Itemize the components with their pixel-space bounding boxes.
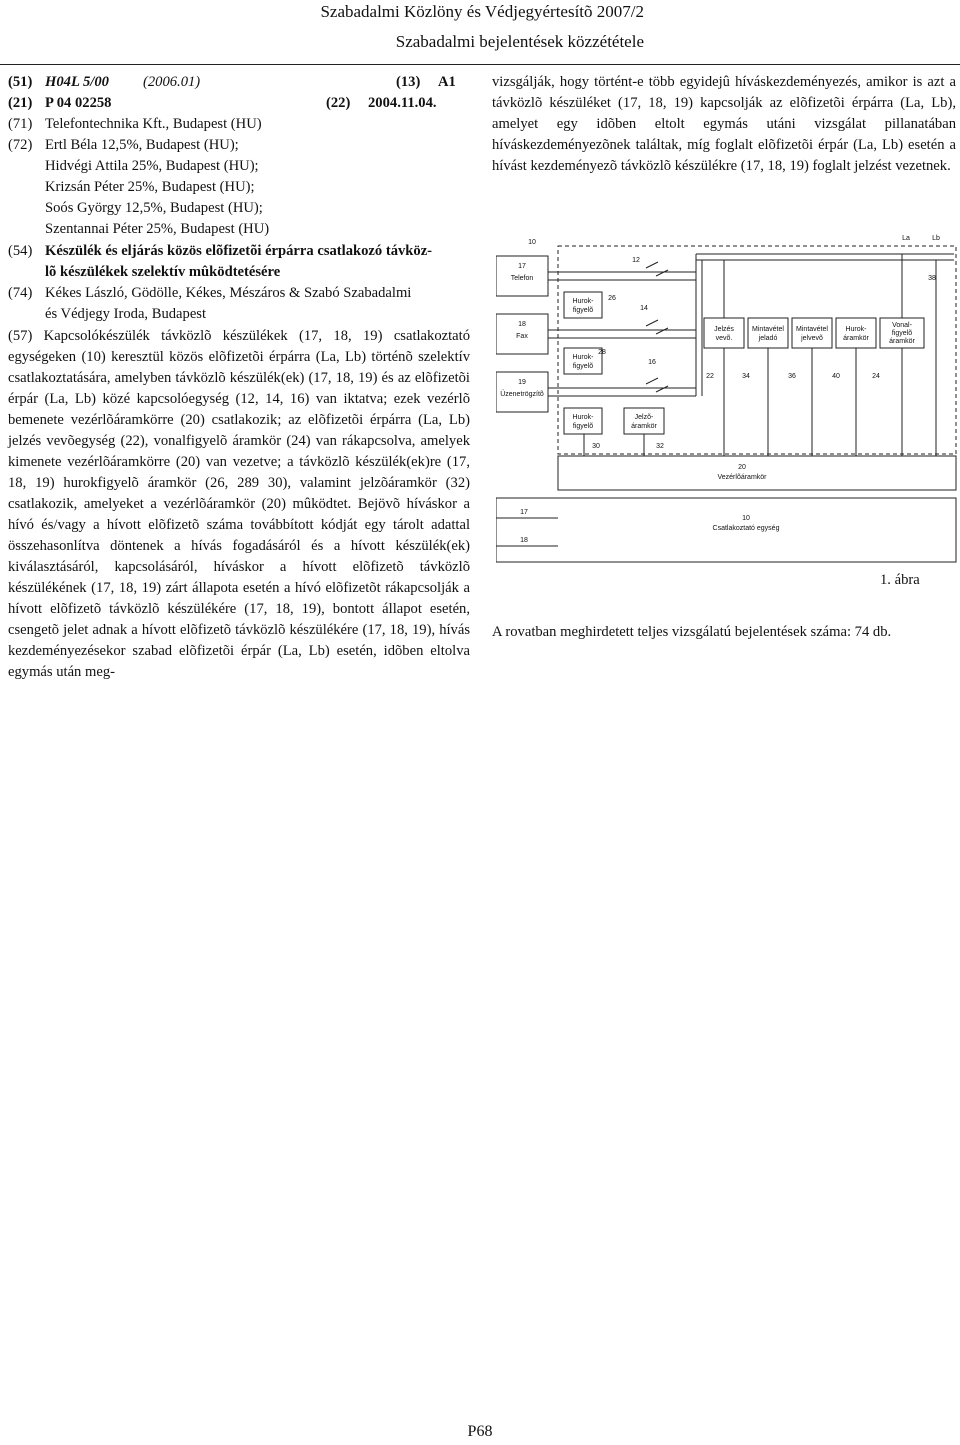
mkiad-label-a: Mintavétel xyxy=(752,326,784,333)
code-21: (21) xyxy=(8,95,33,111)
figure-caption: 1. ábra xyxy=(880,572,920,588)
hurok-label-3a: Hurok- xyxy=(572,414,594,421)
mjel-label-b: jelvevõ xyxy=(801,335,823,342)
code-54: (54) xyxy=(8,243,33,259)
agent-row xyxy=(8,283,470,304)
application-row xyxy=(8,93,470,114)
page-number: P68 xyxy=(467,1423,493,1440)
header-rule xyxy=(0,64,960,65)
vonal-label-b: figyelõ xyxy=(891,330,913,337)
journal-header: Szabadalmi Közlöny és Védjegyértesítõ 2007/2 xyxy=(320,2,644,21)
code-13: (13) xyxy=(396,74,421,90)
inventor-3: Krizsán Péter 25%, Budapest (HU); xyxy=(45,179,255,195)
title-line-1: Készülék és eljárás közös elõfizetõi érpárra csatlakozó távköz- xyxy=(45,243,433,259)
inventor-2: Hidvégi Attila 25%, Budapest (HU); xyxy=(45,158,259,174)
classification-row xyxy=(8,72,470,93)
label-28: 28 xyxy=(598,349,606,356)
label-16: 16 xyxy=(648,359,656,366)
hurokfigyelo-box-2 xyxy=(564,348,602,374)
label-10b: 10 xyxy=(742,515,750,522)
mintavetel-jelado-box xyxy=(748,318,788,348)
hurok-label-2b: figyelõ xyxy=(572,363,594,370)
hurok-label-1a: Hurok- xyxy=(572,298,594,305)
label-19: 19 xyxy=(518,379,526,386)
jelzo-label-b: áramkör xyxy=(631,423,657,430)
label-20: 20 xyxy=(738,464,746,471)
code-22: (22) xyxy=(326,95,351,111)
label-36: 36 xyxy=(788,373,796,380)
hurok-label-1b: figyelõ xyxy=(572,307,594,314)
applicant-row xyxy=(8,114,470,135)
label-17b: 17 xyxy=(520,509,528,516)
ipc-date: (2006.01) xyxy=(143,74,201,90)
label-30: 30 xyxy=(592,443,600,450)
hurok-label-2a: Hurok- xyxy=(572,354,594,361)
label-14: 14 xyxy=(640,305,648,312)
label-18: 18 xyxy=(518,321,526,328)
code-71: (71) xyxy=(8,116,33,132)
label-32: 32 xyxy=(656,443,664,450)
inventor-1: Ertl Béla 12,5%, Budapest (HU); xyxy=(45,137,239,153)
label-26: 26 xyxy=(608,295,616,302)
title-line-2: lõ készülékek szelektív mûködtetésére xyxy=(45,264,281,280)
code-74: (74) xyxy=(8,285,33,301)
inventor-5: Szentannai Péter 25%, Budapest (HU) xyxy=(45,221,270,237)
label-38: 38 xyxy=(928,275,936,282)
csatl-label: Csatlakoztató egység xyxy=(712,525,780,532)
fax-label: Fax xyxy=(516,333,528,340)
label-17: 17 xyxy=(518,263,526,270)
mkiad-label-b: jeladó xyxy=(758,335,778,342)
left-column xyxy=(8,72,470,683)
hurok-label-3b: figyelõ xyxy=(572,423,594,430)
label-24: 24 xyxy=(872,373,880,380)
mjel-label-a: Mintavétel xyxy=(796,326,828,333)
inventor-4: Soós György 12,5%, Budapest (HU); xyxy=(45,200,263,216)
code-72: (72) xyxy=(8,137,33,153)
label-lb: Lb xyxy=(932,235,940,242)
title-row xyxy=(8,241,470,262)
label-40: 40 xyxy=(832,373,840,380)
jelzes-vevo-box xyxy=(704,318,744,348)
section-header: Szabadalmi bejelentések közzététele xyxy=(395,32,644,51)
telefon-label: Telefon xyxy=(510,275,534,282)
vezerlo-label: Vezérlõáramkör xyxy=(717,474,767,481)
hurokaram-label-a: Hurok- xyxy=(845,326,867,333)
label-10: 10 xyxy=(528,239,536,246)
uzenet-label: Üzenetrögzítõ xyxy=(500,391,544,398)
hurokfigyelo-box-1 xyxy=(564,292,602,318)
code-51: (51) xyxy=(8,74,33,90)
mintavetel-jelvevo-box xyxy=(792,318,832,348)
jelzes-label-b: vevõ. xyxy=(715,335,733,342)
vonal-label-a: Vonal- xyxy=(892,322,912,329)
switching-unit-outline xyxy=(558,246,956,454)
abstract-text: (57) Kapcsolókészülék távközlõ készülékek (17, 18, 19) csatlakoztató egységeken (10) keresztül közös elõfizetõi érpárra (La, Lb) történõ szelektív csatlakoztatására, amelyben távközlõ készülék(ek) (17, 18, 19) és az elõfizetõi érpár (La, Lb) közé kapcsolóegység (12, 14, 16) van iktatva; ezek vezérlõ bemenete vezérlõáramkörre (20) csatlakozik; az elõfizetõi érpárra (La, Lb) jelzés vevõegység (22), vonalfigyelõ áramkör (24) van rákapcsolva, amelyek kimenete vezérlõáramkörre (20) van vezetve; a távközlõ készülék(ek)re (17, 18, 19) hurokfigyelõ áramkör (26, 289 30), valamint jelzõáramkör (32) csatlakozik, amelyeket a vezérlõáramkör (20) mûködtet. Bejövõ híváskor a hívó és/vagy a hívott elõfizetõ száma továbbított kódját egy tárolt adattal összehasonlítva döntenek a hívás fogadásáról és a hívott készülék(ek) kiválasztásáról, kapcsolásáról, híváskor a hívott elõfizetõ távközlõ készülékének (17, 18, 19) zárt állapota esetén a hívó elõfizetõt rákapcsolják a hívott elõfizetõ távközlõ készülékére (17, 18, 19), bontott állapot esetén, csengetõ jelet adnak a hívott elõfizetõ távközlõ készülékére (17, 18, 19), hívás kezdeményezésekor szabad elõfizetõi érpár (La, Lb) esetén, idõben eltolva egymás után meg- xyxy=(8,328,470,680)
abstract-continuation: vizsgálják, hogy történt-e több egyidejû híváskezdeményezés, amikor is azt a távközlõ készüléket (17, 18, 19) kapcsolják az elõfizetõi érpárra (La, Lb), amelyet egy idõben eltolt egymás utáni vizsgálat pillanatában híváskezdeményezõnek találtak, míg foglalt elõfizetõi érpár (La, Lb) esetén a hívást kezdeményezõ távközlõ készülékre (17, 18, 19) foglalt jelzést vezetnek. xyxy=(492,74,956,174)
label-18b: 18 xyxy=(520,537,528,544)
circuit-diagram xyxy=(496,228,958,590)
filing-date: 2004.11.04. xyxy=(368,95,437,111)
hurok-aramkor-box xyxy=(836,318,876,348)
vezerlo-box xyxy=(558,456,956,490)
jelzes-label-a: Jelzés xyxy=(714,326,734,333)
label-la: La xyxy=(902,235,910,242)
label-22: 22 xyxy=(706,373,714,380)
jelzo-label-a: Jelzõ- xyxy=(634,414,654,421)
agent-line-2: és Védjegy Iroda, Budapest xyxy=(45,306,207,322)
application-number: P 04 02258 xyxy=(45,95,112,111)
vonal-label-c: áramkör xyxy=(889,338,915,345)
label-12: 12 xyxy=(632,257,640,264)
hurokaram-label-b: áramkör xyxy=(843,335,869,342)
applicant: Telefontechnika Kft., Budapest (HU) xyxy=(45,116,262,132)
ipc-code: H04L 5/00 xyxy=(45,74,109,90)
agent-line-1: Kékes László, Gödölle, Kékes, Mészáros & Szabó Szabadalmi xyxy=(45,285,412,301)
hurokfigyelo-box-3 xyxy=(564,408,602,434)
jelzo-aramkor-box xyxy=(624,408,664,434)
inventors-row xyxy=(8,135,470,156)
kind-code: A1 xyxy=(438,74,456,90)
footnote: A rovatban meghirdetett teljes vizsgálatú bejelentések száma: 74 db. xyxy=(492,624,892,640)
label-34: 34 xyxy=(742,373,750,380)
